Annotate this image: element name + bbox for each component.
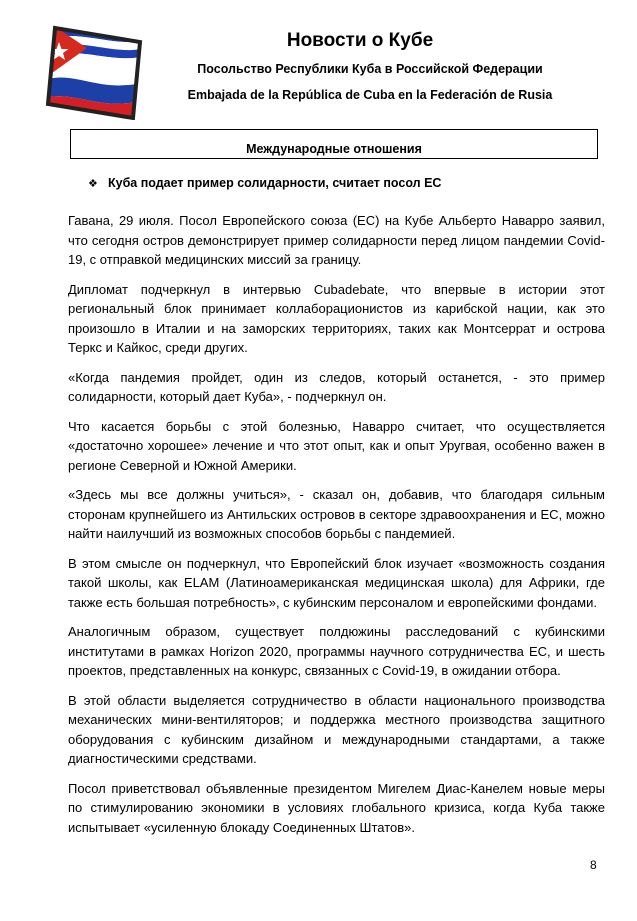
paragraph: «Когда пандемия пройдет, один из следов, который останется, - это пример солидарности, который дает Куба», - подчеркнул он. — [68, 369, 605, 404]
paragraph: Аналогичным образом, существует полдюжины расследований с кубинскими институтами в рамках Horizon 2020, программы научного сотрудничества ЕС, и шесть проектов, представленных на конкурс, связанных с Covid-19, в ожидании отбора. — [68, 624, 605, 678]
paragraph: В этой области выделяется сотрудничество в области национального производства механических мини-вентиляторов; и поддержка местного производства защитного оборудования с кубинским дизайном и международными стандартами, а также диагностическими средствами. — [68, 692, 605, 766]
article-headline — [88, 176, 588, 190]
paragraph: Дипломат подчеркнул в интервью Cubadebate, что впервые в истории этот региональный блок принимает коллаборационистов из карибской нации, как это произошло в Италии и на заморских территориях, таких как Монтсеррат и острова Теркс и Кайкос, среди других. — [68, 281, 605, 355]
embassy-name-ru: Посольство Республики Куба в Российской Федерации — [197, 62, 543, 76]
diamond-bullet-icon: ❖ — [88, 178, 98, 190]
article-body — [68, 211, 605, 847]
paragraph: «Здесь мы все должны учиться», - сказал он, добавив, что благодаря сильным сторонам крупнейшего из Антильских островов в секторе здравоохранения и ЕС, можно найти наилучший из возможных способов борьбы с пандемией. — [68, 487, 605, 541]
paragraph: Что касается борьбы с этой болезнью, Наварро считает, что осуществляется «достаточно хорошее» лечение и что этот опыт, как и опыт Уругвая, особенно важен в регионе Северной и Южной Америки. — [68, 418, 605, 473]
page-number: 8 — [590, 858, 597, 872]
embassy-name-es: Embajada de la República de Cuba en la Federación de Rusia — [187, 88, 553, 102]
section-header — [70, 129, 598, 159]
page-title: Новости о Кубе — [286, 30, 434, 51]
paragraph: Гавана, 29 июля. Посол Европейского союза (ЕС) на Кубе Альберто Наварро заявил, что сегодня остров демонстрирует пример солидарности перед лицом пандемии Covid-19, с отправкой медицинских миссий за границу. — [68, 213, 605, 267]
headline-text: Куба подает пример солидарности, считает посол ЕС — [108, 176, 442, 190]
cuba-russia-flags-icon — [45, 20, 145, 120]
section-title: Международные отношения — [246, 142, 422, 156]
logo — [45, 20, 145, 120]
paragraph: Посол приветствовал объявленные президентом Мигелем Диас-Канелем новые меры по стимулированию экономики в условиях глобального кризиса, когда Куба также испытывает «усиленную блокаду Соединенных Штатов». — [68, 780, 605, 835]
paragraph: В этом смысле он подчеркнул, что Европейский блок изучает «возможность создания такой школы, как ELAM (Латиноамериканская медицинская школа) для Африки, где также есть большая потребность», с кубинским персоналом и европейскими фондами. — [68, 555, 605, 610]
